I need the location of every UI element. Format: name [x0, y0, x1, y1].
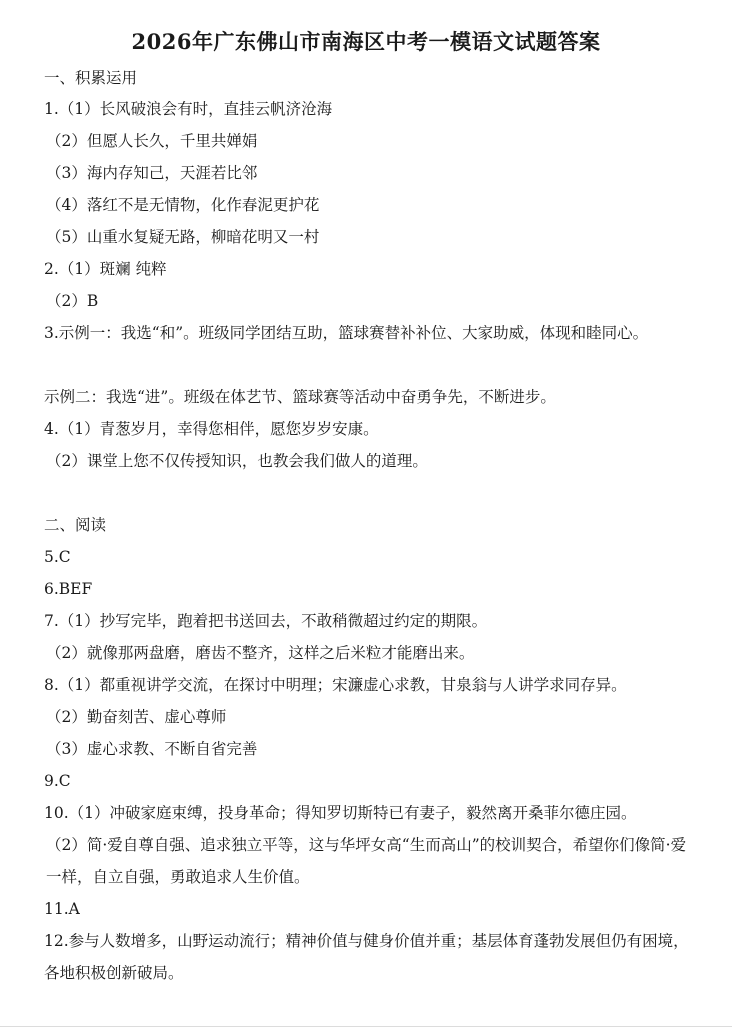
answer-q1-5: （5）山重水复疑无路，柳暗花明又一村: [46, 228, 320, 246]
answer-q8-1: 8.（1）都重视讲学交流，在探讨中明理；宋濂虚心求教，甘泉翁与人讲学求同存异。: [44, 676, 627, 694]
answer-q5: 5.C: [44, 548, 71, 566]
answer-q9: 9.C: [44, 772, 71, 790]
answer-q2-2: （2）B: [46, 292, 99, 310]
answer-q10-2: （2）简·爱自尊自强、追求独立平等，这与华坪女高“生而高山”的校训契合，希望你们像简·爱一样，自立自强，勇敢追求人生价值。: [46, 836, 687, 886]
answer-q10-1: 10.（1）冲破家庭束缚，投身革命；得知罗切斯特已有妻子，毅然离开桑菲尔德庄园。: [44, 804, 637, 822]
answer-q6: 6.BEF: [44, 580, 93, 598]
answer-q1-3: （3）海内存知己，天涯若比邻: [46, 164, 258, 182]
section-heading-reading: 二、阅读: [44, 516, 107, 534]
answer-q4-1: 4.（1）青葱岁月，幸得您相伴，愿您岁岁安康。: [44, 420, 379, 438]
answer-q4-2: （2）课堂上您不仅传授知识，也教会我们做人的道理。: [46, 452, 428, 470]
answer-q7-2: （2）就像那两盘磨，磨齿不整齐，这样之后米粒才能磨出来。: [46, 644, 475, 662]
answer-q3-example2: 示例二：我选“进”。班级在体艺节、篮球赛等活动中奋勇争先，不断进步。: [44, 388, 556, 406]
answer-q1-1: 1.（1）长风破浪会有时，直挂云帆济沧海: [44, 100, 333, 118]
answer-q3-example1: 3.示例一：我选“和”。班级同学团结互助，篮球赛替补补位、大家助威，体现和睦同心。: [44, 324, 649, 342]
page-bottom-edge: [0, 1026, 732, 1027]
section-heading-accumulation: 一、积累运用: [44, 69, 138, 87]
answer-q1-2: （2）但愿人长久，千里共婵娟: [46, 132, 258, 150]
answer-q2-1: 2.（1）斑斓 纯粹: [44, 260, 167, 278]
answer-q12: 12.参与人数增多，山野运动流行；精神价值与健身价值并重；基层体育蓬勃发展但仍有困境，各地积极创新破局。: [44, 932, 689, 982]
answer-q8-3: （3）虚心求教、不断自省完善: [46, 740, 258, 758]
page-title: 2026年广东佛山市南海区中考一模语文试题答案: [131, 29, 601, 54]
answer-q8-2: （2）勤奋刻苦、虚心尊师: [46, 708, 227, 726]
answer-q11: 11.A: [44, 900, 80, 918]
answer-q1-4: （4）落红不是无情物，化作春泥更护花: [46, 196, 320, 214]
answer-q7-1: 7.（1）抄写完毕，跑着把书送回去，不敢稍微超过约定的期限。: [44, 612, 488, 630]
